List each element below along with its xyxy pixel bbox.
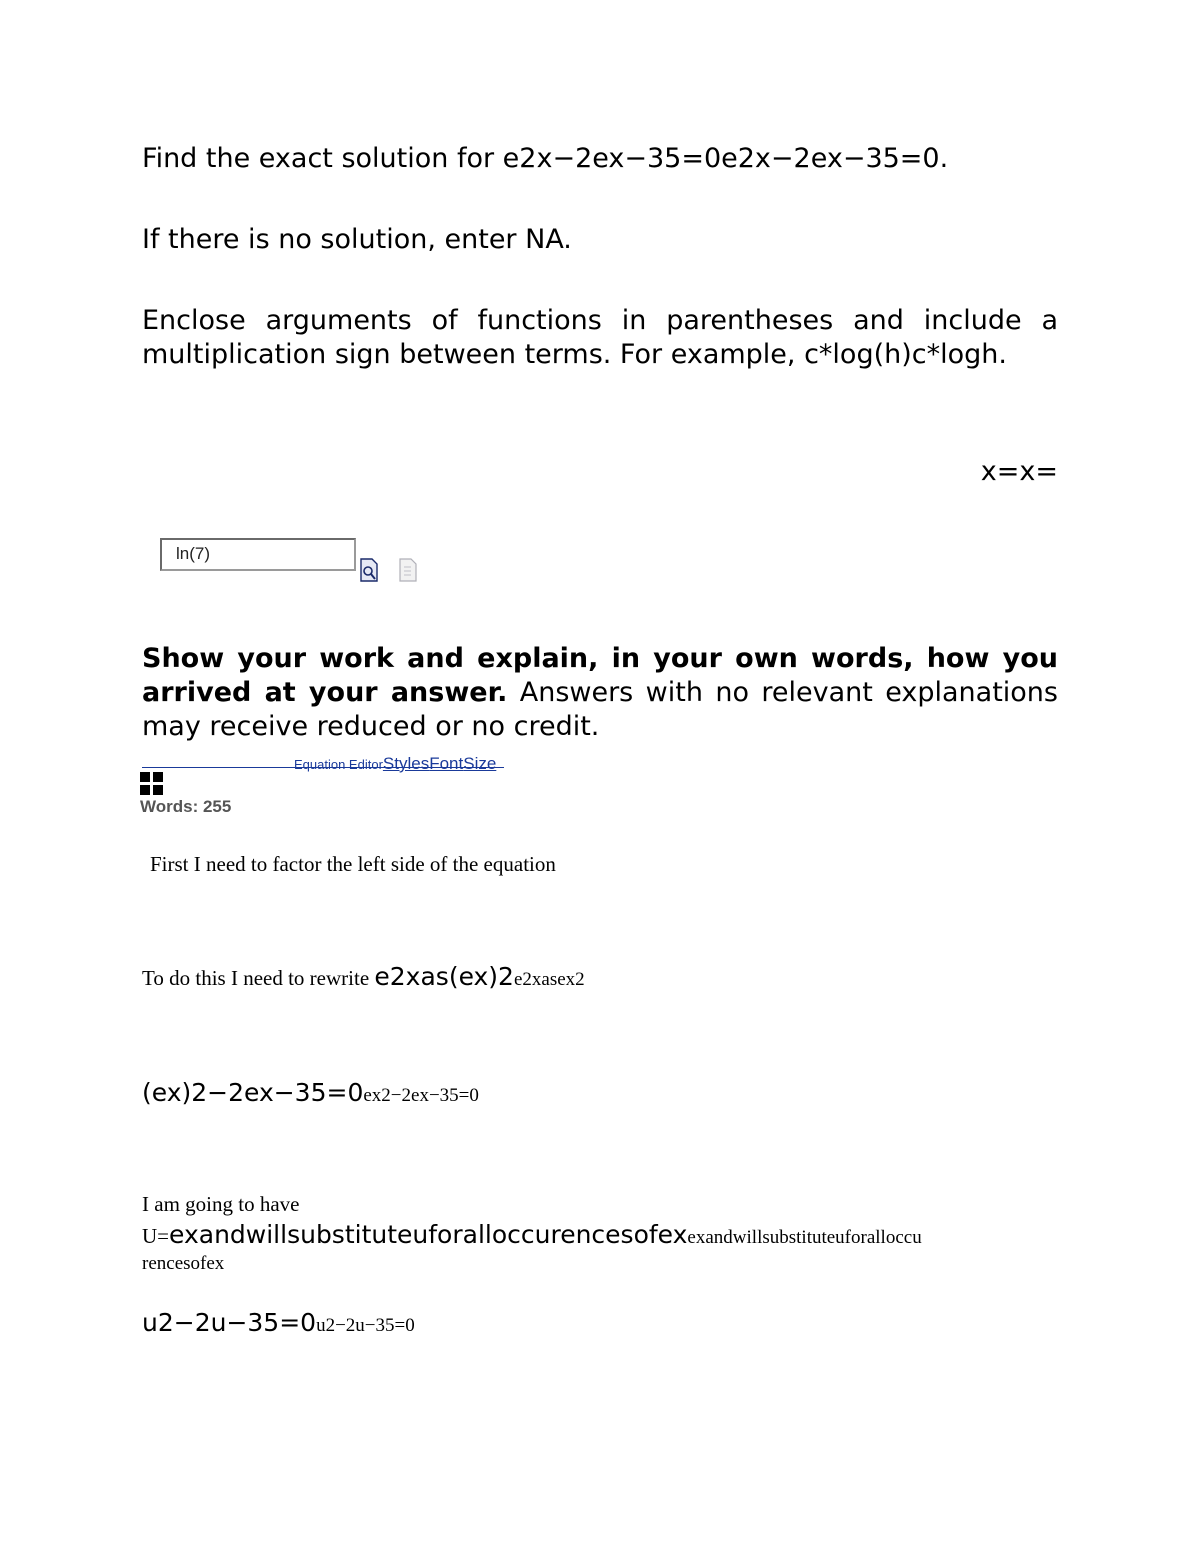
- work-step-2-alt: e2xasex2: [513, 969, 585, 990]
- work-step-4: [142, 1220, 922, 1249]
- work-step-2-text: To do this I need to rewrite: [142, 966, 375, 990]
- work-step-3-math: (ex)2−2ex−35=0: [142, 1078, 364, 1107]
- work-step-2: [142, 962, 585, 991]
- word-count: Words: 255: [140, 797, 232, 816]
- no-solution-note: If there is no solution, enter NA.: [142, 224, 572, 255]
- work-step-4-prefix: U=: [142, 1224, 170, 1248]
- question-prompt: Find the exact solution for e2x−2ex−35=0e2x−2ex−35=0.: [142, 143, 949, 174]
- work-step-5-math: u2−2u−35=0: [142, 1308, 317, 1337]
- work-step-4-math: exandwillsubstituteuforalloccurencesofex: [169, 1220, 688, 1249]
- equation-editor-button[interactable]: Equation Editor: [294, 757, 383, 772]
- styles-dropdown[interactable]: Styles: [382, 754, 430, 773]
- editor-toolbar: [294, 754, 496, 774]
- work-step-4-alt-a: exandwillsubstituteuforalloccu: [687, 1227, 922, 1248]
- size-dropdown[interactable]: Size: [463, 754, 497, 773]
- work-step-2-math: e2xas(ex)2: [374, 962, 514, 991]
- work-step-4-intro: I am going to have: [142, 1192, 300, 1216]
- grid-icon[interactable]: [140, 772, 164, 796]
- work-step-3-alt: ex2−2ex−35=0: [363, 1085, 479, 1106]
- answer-input[interactable]: ln(7): [160, 538, 356, 571]
- work-step-5-alt: u2−2u−35=0: [316, 1315, 415, 1336]
- work-instructions-normal: Answers with no relevant explanations may receive reduced or no credit.: [142, 677, 1058, 742]
- work-instructions-bold: Show your work and explain, in your own words, how you arrived at your answer.: [142, 643, 1058, 708]
- work-step-3: [142, 1078, 479, 1107]
- work-step-5: [142, 1308, 415, 1337]
- preview-icon[interactable]: [360, 558, 378, 582]
- work-step-4-alt-b: rencesofex: [142, 1253, 225, 1274]
- format-instructions: Enclose arguments of functions in parentheses and include a multiplication sign between terms. For example, c*log(h)c*logh.: [142, 305, 1058, 370]
- answer-label: x=x=: [980, 456, 1058, 487]
- work-step-1: First I need to factor the left side of the equation: [150, 852, 556, 876]
- work-instructions: [142, 642, 1058, 744]
- font-dropdown[interactable]: Font: [429, 754, 464, 773]
- document-icon[interactable]: [399, 558, 417, 582]
